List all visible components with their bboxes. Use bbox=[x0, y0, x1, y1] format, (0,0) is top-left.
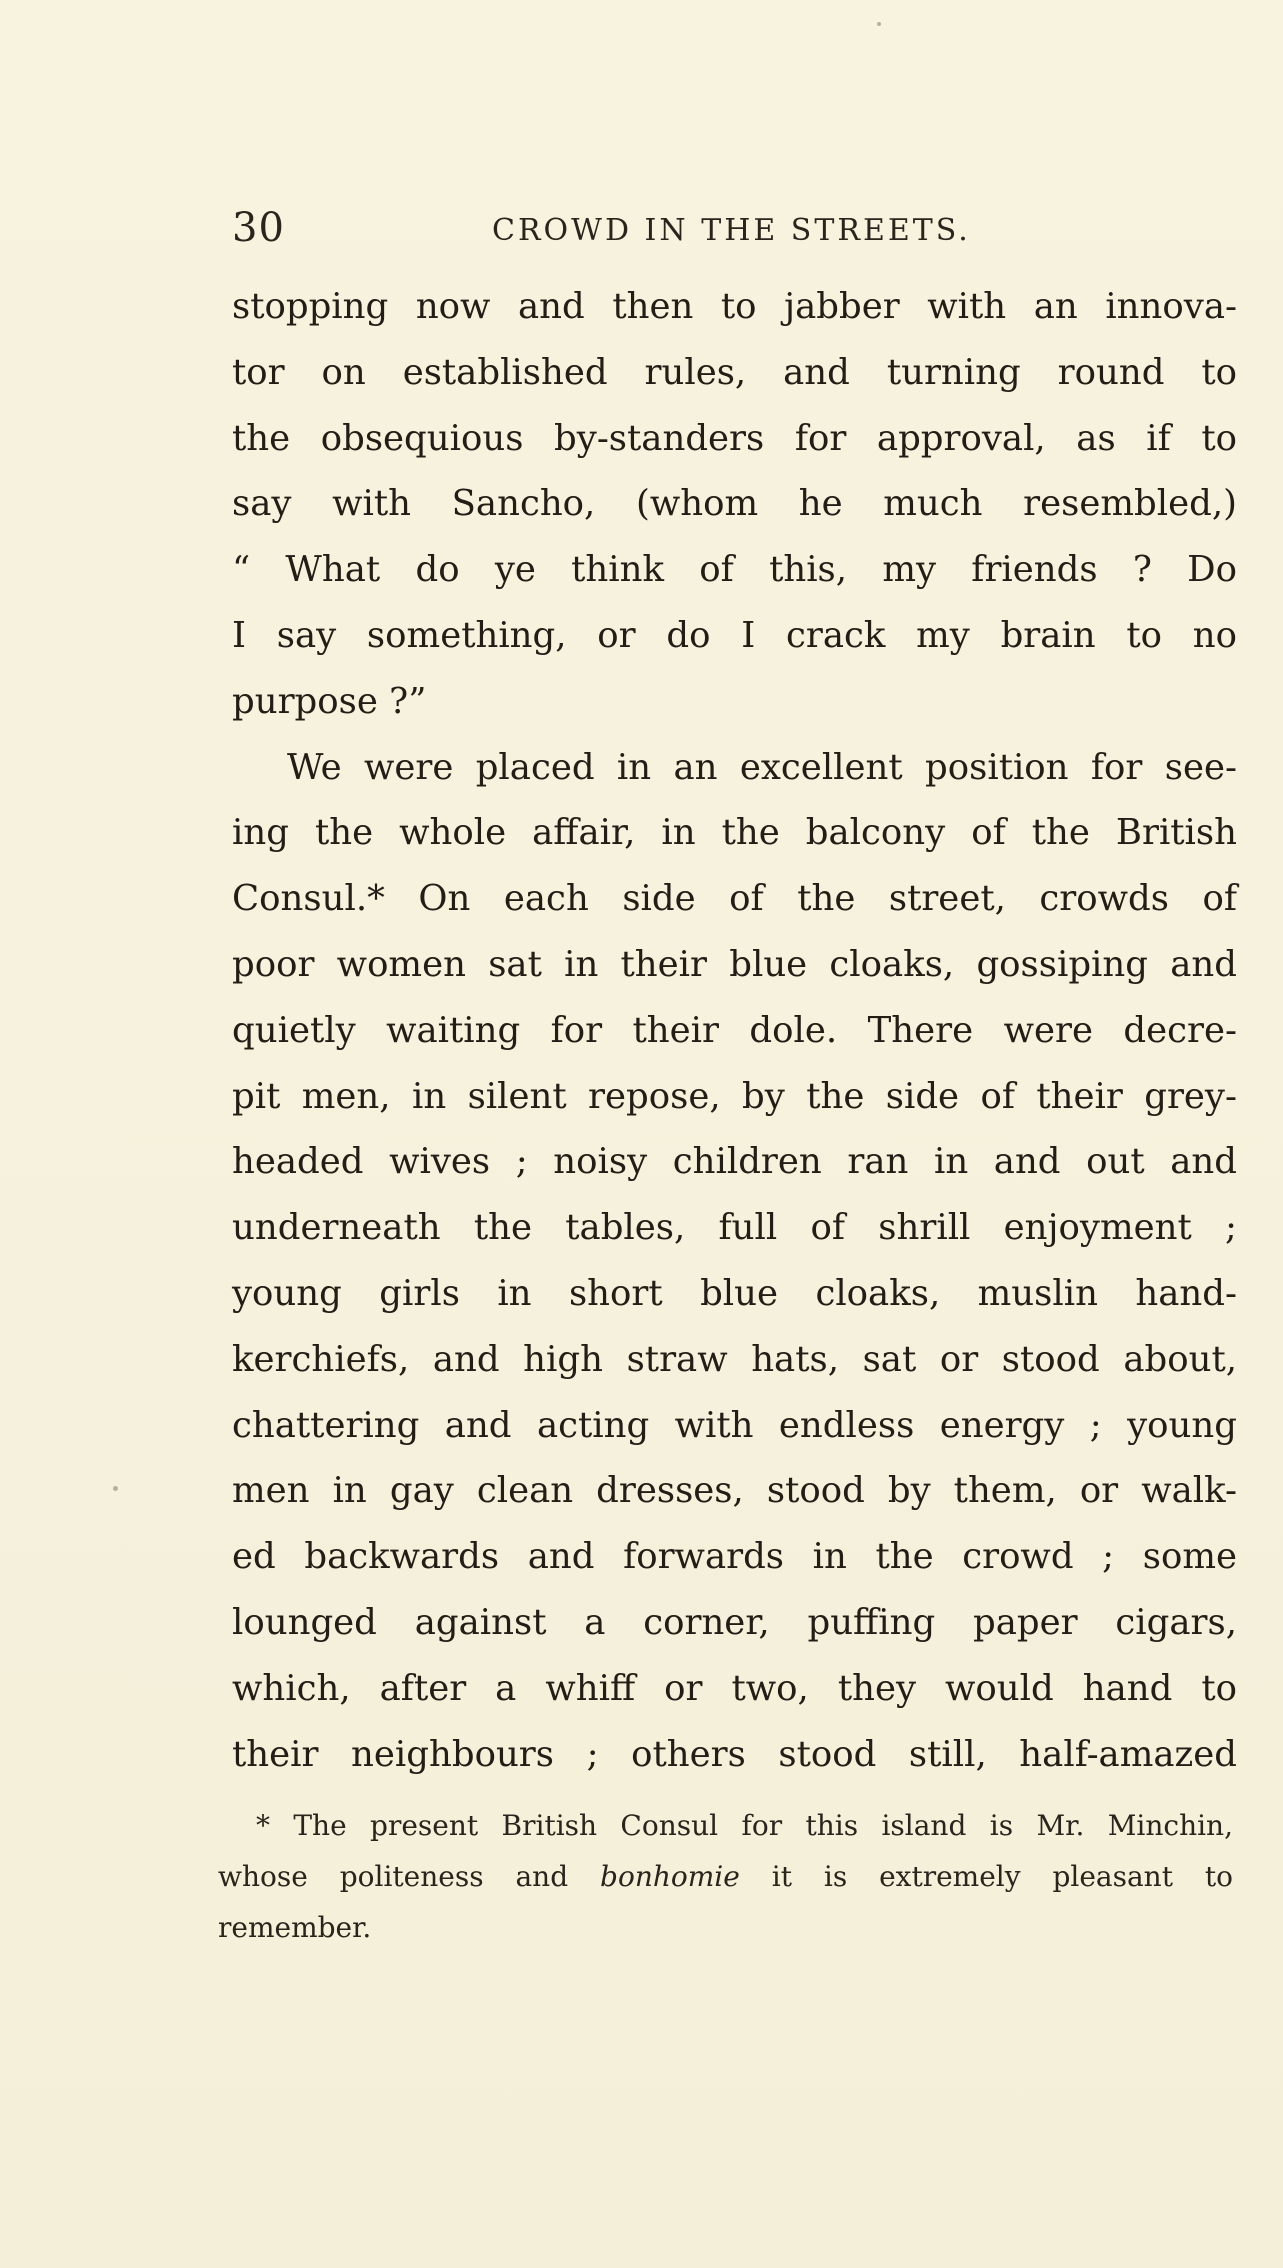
paper-speck bbox=[113, 1486, 118, 1491]
text-line: which, after a whiff or two, they would hand to bbox=[232, 1667, 1237, 1709]
text-line: ing the whole affair, in the balcony of the British bbox=[232, 812, 1237, 854]
paper-speck bbox=[877, 22, 881, 26]
text-line: lounged against a corner, puffing paper cigars, bbox=[232, 1601, 1237, 1643]
text-line: quietly waiting for their dole. There were decre- bbox=[232, 1009, 1237, 1051]
text-line: stopping now and then to jabber with an innova- bbox=[232, 286, 1237, 327]
text-line: “ What do ye think of this, my friends ? Do bbox=[232, 549, 1237, 591]
footnote-italic-text: bonhomie bbox=[600, 1860, 740, 1893]
text-line: men in gay clean dresses, stood by them, or walk- bbox=[232, 1470, 1237, 1512]
footnote-line: * The present British Consul for this island is Mr. Minchin, bbox=[256, 1809, 1233, 1842]
text-line: underneath the tables, full of shrill enjoyment ; bbox=[232, 1207, 1237, 1249]
text-line: their neighbours ; others stood still, half-amazed bbox=[232, 1733, 1237, 1775]
page-number: 30 bbox=[232, 205, 285, 251]
footnote-line bbox=[218, 1851, 1233, 1902]
text-line: I say something, or do I crack my brain to no bbox=[232, 614, 1237, 656]
text-line: ed backwards and forwards in the crowd ; some bbox=[232, 1536, 1237, 1578]
text-line: say with Sancho, (whom he much resembled,) bbox=[232, 483, 1237, 525]
text-line: chattering and acting with endless energy ; young bbox=[232, 1404, 1237, 1446]
text-line: purpose ?” bbox=[232, 680, 427, 722]
running-head: CROWD IN THE STREETS. bbox=[492, 213, 971, 248]
footnote-text: whose politeness and bbox=[218, 1860, 601, 1893]
text-line: the obsequious by-standers for approval, as if to bbox=[232, 417, 1237, 459]
body-text bbox=[232, 274, 1237, 1787]
footnote-line: remember. bbox=[218, 1911, 372, 1944]
text-line: kerchiefs, and high straw hats, sat or stood about, bbox=[232, 1338, 1237, 1380]
text-line: pit men, in silent repose, by the side of their grey- bbox=[232, 1075, 1237, 1117]
footnote bbox=[218, 1800, 1233, 1953]
page-header bbox=[232, 205, 1242, 265]
text-line: Consul.* On each side of the street, crowds of bbox=[232, 878, 1237, 920]
text-line: poor women sat in their blue cloaks, gossiping and bbox=[232, 943, 1237, 985]
text-line: We were placed in an excellent position for see- bbox=[287, 746, 1237, 788]
footnote-text: it is extremely pleasant to bbox=[739, 1860, 1233, 1893]
text-line: tor on established rules, and turning round to bbox=[232, 351, 1237, 393]
text-line: young girls in short blue cloaks, muslin hand- bbox=[232, 1272, 1237, 1314]
text-line: headed wives ; noisy children ran in and out and bbox=[232, 1141, 1237, 1183]
